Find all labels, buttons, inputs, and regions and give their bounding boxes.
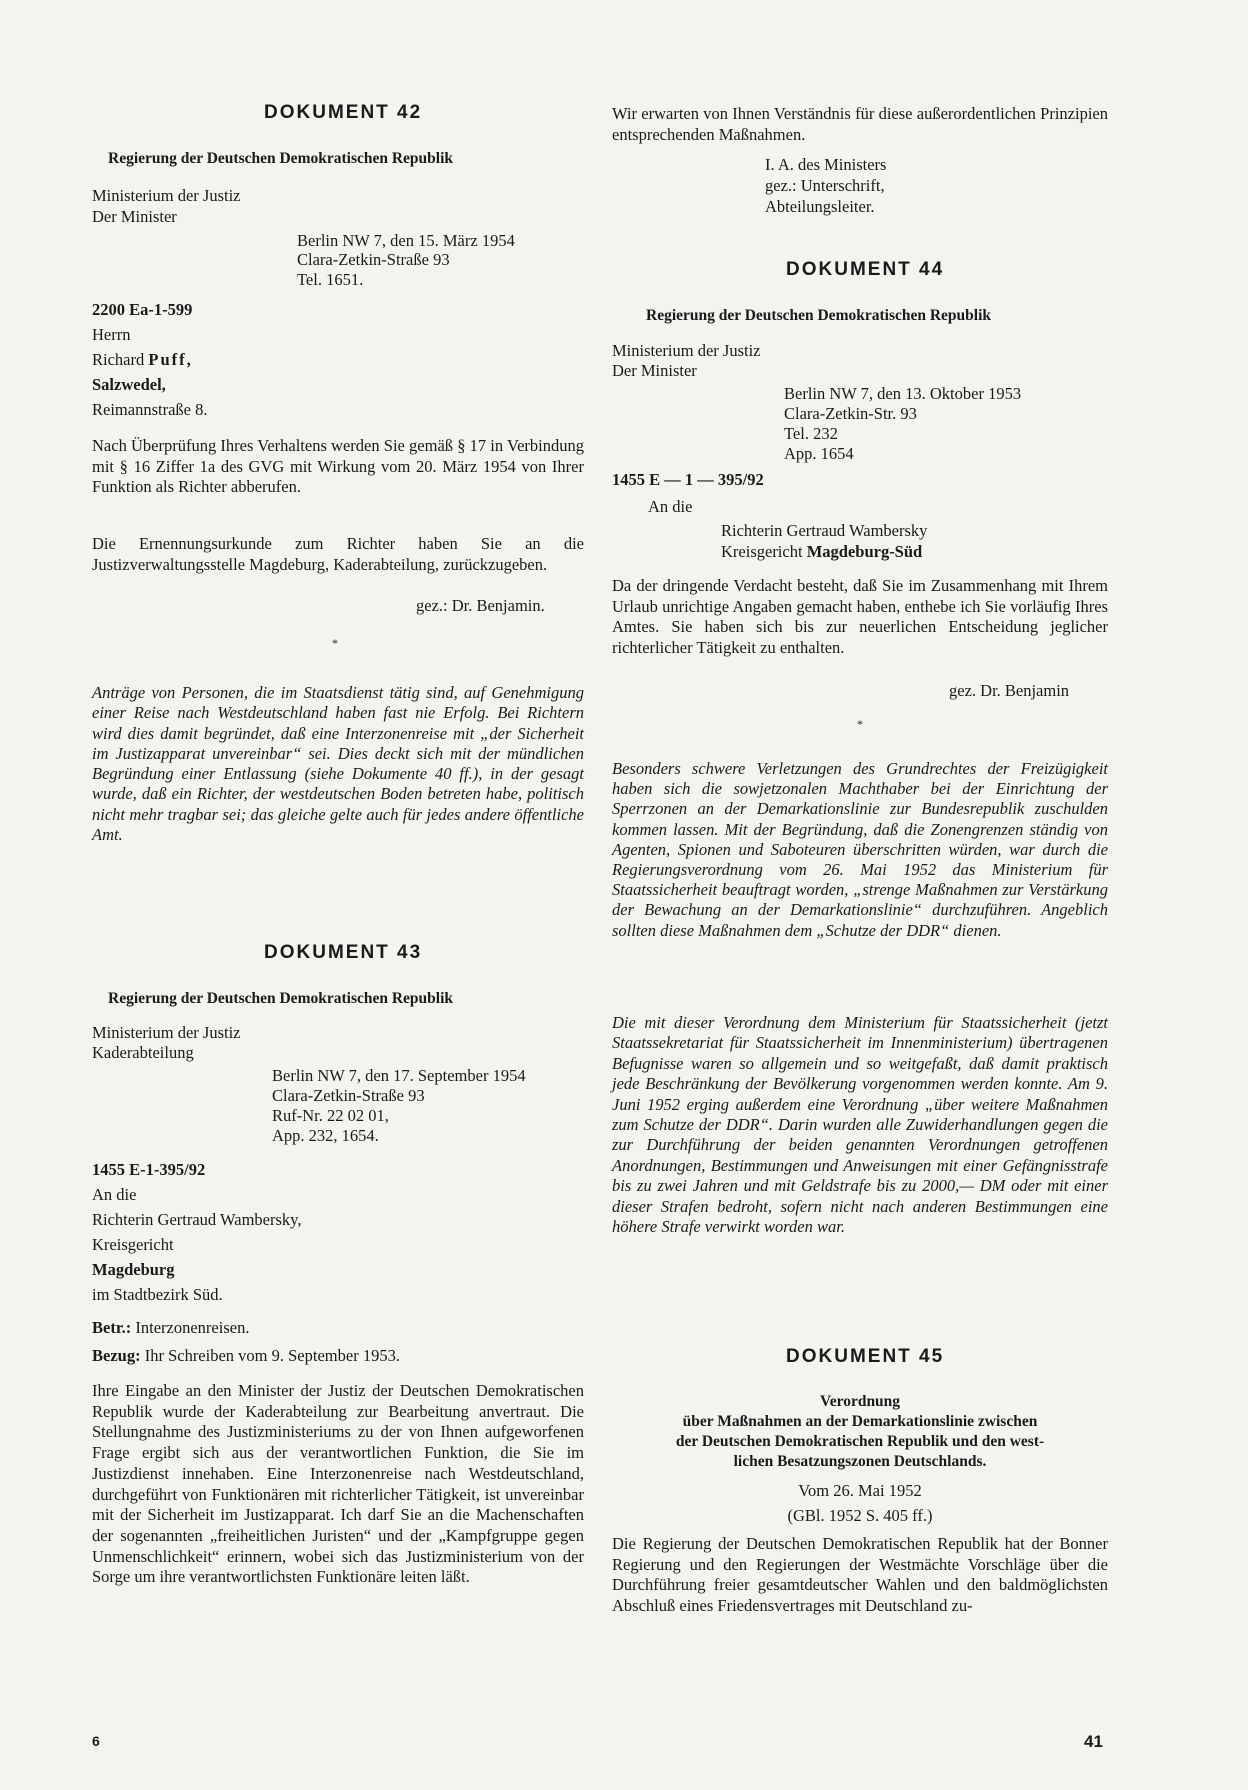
doc42-sender-line2: Der Minister [92, 207, 177, 226]
doc44-commentary2: Die mit dieser Verordnung dem Ministerium für Staatssicherheit (jetzt Staatssekretariat für Staatssicherheit im Innenministerium) übertragenen Befugnisse waren so allgemein und so weitgefaßt, daß damit praktisch jede Beschränkung der Bevölkerung vorgenommen werden konnte. Am 9. Juni 1952 erging außerdem eine Verordnung „über weitere Maßnahmen zum Schutze der DDR“. Darin wurden alle Zuwiderhandlungen gegen die zur Durchführung der beiden genannten Verordnungen getroffenen Anordnungen, Bestimmungen und Anweisungen mit einer Gefängnisstrafe bis zu zwei Jahren und mit Geldstrafe bis zu 2000,— DM oder mit einer dieser Strafen bedroht, sofern nicht nach anderen Bestimmungen eine höhere Strafe verwirkt worden war. [612, 1013, 1108, 1237]
doc43-extension: App. 232, 1654. [272, 1126, 379, 1145]
doc43-reference: 1455 E-1-395/92 [92, 1160, 206, 1179]
separator-asterisk: * [332, 636, 338, 650]
doc42-street: Clara-Zetkin-Straße 93 [297, 250, 450, 269]
doc43-subject [92, 1318, 249, 1339]
doc42-paragraph2: Die Ernennungsurkunde zum Richter haben Sie an die Justizverwaltungsstelle Magdeburg, Kaderabteilung, zurückzugeben. [92, 534, 584, 574]
doc43-district: im Stadtbezirk Süd. [92, 1285, 223, 1304]
doc44-court-city: Magdeburg-Süd [806, 542, 923, 561]
doc43-closing-paragraph: Wir erwarten von Ihnen Verständnis für diese außerordentlichen Prinzipien entsprechenden Maßnahmen. [612, 104, 1108, 144]
doc45-heading3: der Deutschen Demokratischen Republik und den west- [675, 1433, 1045, 1450]
doc44-sender-line2: Der Minister [612, 361, 697, 380]
doc43-ref-text: Ihr Schreiben vom 9. September 1953. [144, 1346, 400, 1365]
doc43-ref-label: Bezug: [92, 1346, 141, 1365]
doc44-paragraph: Da der dringende Verdacht besteht, daß Sie im Zusammenhang mit Ihrem Urlaub unrichtige Angaben gemacht haben, enthebe ich Sie vorläufig Ihres Amtes. Sie haben sich bis zur neuerlichen Entscheidung jeglicher richterlicher Tätigkeit zu enthalten. [612, 576, 1108, 658]
doc43-city: Magdeburg [92, 1260, 175, 1279]
doc42-city: Salzwedel, [92, 375, 166, 394]
doc43-title: DOKUMENT 43 [264, 942, 423, 963]
doc45-heading2: über Maßnahmen an der Demarkationslinie zwischen [682, 1413, 1038, 1430]
doc43-sender-line2: Kaderabteilung [92, 1043, 194, 1062]
doc43-phone: Ruf-Nr. 22 02 01, [272, 1106, 389, 1125]
doc42-salutation: Herrn [92, 325, 131, 344]
doc43-court: Kreisgericht [92, 1235, 174, 1254]
doc45-source: (GBl. 1952 S. 405 ff.) [787, 1506, 933, 1525]
doc42-phone: Tel. 1651. [297, 270, 364, 289]
doc43-recipient: Richterin Gertraud Wambersky, [92, 1210, 302, 1229]
doc44-place-date: Berlin NW 7, den 13. Oktober 1953 [784, 384, 1022, 403]
doc45-paragraph: Die Regierung der Deutschen Demokratischen Republik hat der Bonner Regierung und den Regierungen der Westmächte Vorschläge über die Durchführung freier gesamtdeutscher Wahlen und den baldmöglichsten Abschluß eines Friedensvertrages mit Deutschland zu- [612, 1534, 1108, 1616]
doc42-recipient [92, 350, 193, 371]
doc42-sender-line1: Ministerium der Justiz [92, 186, 241, 205]
doc45-date: Vom 26. Mai 1952 [798, 1481, 922, 1500]
doc42-recipient-last: Puff, [148, 350, 193, 369]
doc43-government: Regierung der Deutschen Demokratischen Republik [108, 990, 454, 1007]
doc44-street: Clara-Zetkin-Str. 93 [784, 404, 917, 423]
doc43-sender-line1: Ministerium der Justiz [92, 1023, 241, 1042]
doc44-signature: gez. Dr. Benjamin [949, 681, 1070, 700]
separator-asterisk: * [857, 717, 863, 731]
doc43-paragraph: Ihre Eingabe an den Minister der Justiz der Deutschen Demokratischen Republik wurde der Kaderabteilung zur Bearbeitung anvertraut. Die Stellungnahme des Justizministeriums zu der von Ihnen aufgeworfenen Frage ergibt sich aus der verantwortlichen Funktion, die Sie im Justizdienst innehaben. Eine Interzonenreise nach Westdeutschland, durchgeführt von Funktionären mit richterlicher Tätigkeit, ist unvereinbar mit der Sicherheit im Justizapparat. Ich darf Sie an die Machenschaften der sogenannten „freiheitlichen Juristen“ und der „Kampfgruppe gegen Unmenschlichkeit“ erinnern, wobei sich das Justizministerium von der Sorge um ihre verantwortlichsten Funktionäre leiten läßt. [92, 1381, 584, 1587]
doc43-subject-label: Betr.: [92, 1318, 132, 1337]
doc44-court-prefix: Kreisgericht [721, 542, 803, 561]
doc42-place-date: Berlin NW 7, den 15. März 1954 [297, 231, 515, 250]
page-number-right: 41 [1084, 1732, 1103, 1751]
doc42-title: DOKUMENT 42 [264, 102, 423, 123]
doc44-phone: Tel. 232 [784, 424, 838, 443]
doc42-signature: gez.: Dr. Benjamin. [416, 596, 545, 615]
doc43-street: Clara-Zetkin-Straße 93 [272, 1086, 425, 1105]
doc43-bezug [92, 1346, 400, 1367]
doc42-paragraph1: Nach Überprüfung Ihres Verhaltens werden Sie gemäß § 17 in Verbindung mit § 16 Ziffer 1a des GVG mit Wirkung vom 20. März 1954 von Ihrer Funktion als Richter abberufen. [92, 436, 584, 497]
doc42-recipient-first: Richard [92, 350, 145, 369]
doc43-place-date: Berlin NW 7, den 17. September 1954 [272, 1066, 526, 1085]
doc45-title: DOKUMENT 45 [786, 1346, 945, 1367]
doc44-extension: App. 1654 [784, 444, 854, 463]
doc44-to: An die [648, 497, 693, 516]
doc44-sender-line1: Ministerium der Justiz [612, 341, 761, 360]
doc44-recipient: Richterin Gertraud Wambersky [721, 521, 928, 540]
doc43-signature-line1: I. A. des Ministers [765, 155, 887, 174]
doc42-commentary: Anträge von Personen, die im Staatsdienst tätig sind, auf Genehmigung einer Reise nach Westdeutschland haben fast nie Erfolg. Bei Richtern wird dies damit begründet, daß eine Interzonenreise mit „der Sicherheit im Justizapparat unvereinbar“ sei. Dies deckt sich mit der mündlichen Begründung einer Entlassung (siehe Dokumente 40 ff.), in der gesagt wurde, daß ein Richter, der westdeutschen Boden betreten habe, politisch nicht mehr tragbar sei; das gleiche gelte auch für jedes andere öffentliche Amt. [92, 683, 584, 845]
doc44-reference: 1455 E — 1 — 395/92 [612, 470, 764, 489]
doc42-government: Regierung der Deutschen Demokratischen Republik [108, 150, 454, 167]
doc43-signature-line2: gez.: Unterschrift, [765, 176, 885, 195]
doc43-subject-text: Interzonenreisen. [135, 1318, 250, 1337]
doc44-government: Regierung der Deutschen Demokratischen Republik [646, 307, 992, 324]
page-number-left: 6 [92, 1733, 100, 1749]
doc44-title: DOKUMENT 44 [786, 259, 945, 280]
doc43-signature-line3: Abteilungsleiter. [765, 197, 875, 216]
doc42-recipient-street: Reimannstraße 8. [92, 400, 208, 419]
doc45-heading4: lichen Besatzungszonen Deutschlands. [733, 1453, 987, 1470]
doc44-commentary1: Besonders schwere Verletzungen des Grundrechtes der Freizügigkeit haben sich die sowjetzonalen Machthaber bei der Einrichtung der Sperrzonen an der Demarkationslinie zur Bundesrepublik zuschulden kommen lassen. Mit der Begründung, daß die Zonengrenzen ständig von Agenten, Spionen und Saboteuren überschritten würden, war durch die Regierungsverordnung vom 26. Mai 1952 das Ministerium für Staatssicherheit beauftragt worden, „strenge Maßnahmen zur Verstärkung der Bewachung an der Demarkationslinie“ durchzuführen. Angeblich sollten diese Maßnahmen dem „Schutze der DDR“ dienen. [612, 759, 1108, 940]
doc42-reference: 2200 Ea-1-599 [92, 300, 193, 319]
doc45-heading1: Verordnung [819, 1393, 901, 1410]
doc44-court [721, 542, 922, 563]
doc43-to: An die [92, 1185, 137, 1204]
